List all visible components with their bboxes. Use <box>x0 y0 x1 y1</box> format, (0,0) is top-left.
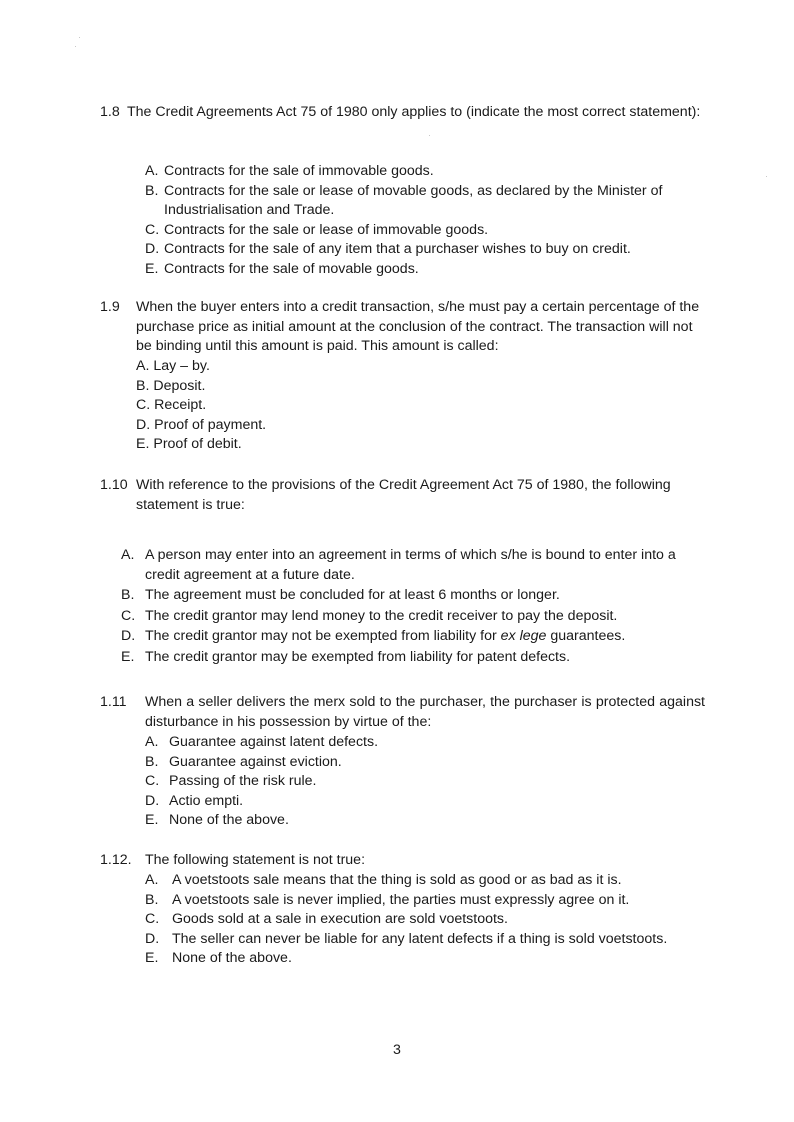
option-e <box>145 811 705 831</box>
option-c <box>145 910 705 930</box>
option-c <box>121 607 709 627</box>
option-text: Deposit. <box>153 377 206 394</box>
question-stem: When the buyer enters into a credit transaction, s/he must pay a certain percentage of the purchase price as initial amount at the conclusion of the contract. The transaction will not be binding until this amount is paid. This amount is called: <box>136 299 700 355</box>
option-text: The credit grantor may lend money to the credit receiver to pay the deposit. <box>145 607 618 624</box>
option-letter: D. <box>145 241 160 258</box>
option-letter: A. <box>145 163 159 179</box>
option-letter: D. <box>136 416 151 433</box>
option-letter: C. <box>145 221 160 238</box>
option-text: The credit grantor may be exempted from liability for patent defects. <box>145 648 571 665</box>
option-letter: A. <box>145 872 159 888</box>
option-letter: D. <box>145 930 160 947</box>
option-text: Contracts for the sale or lease of immovable goods. <box>164 221 489 238</box>
option-text: A voetstoots sale means that the thing is sold as good or as bad as it is. <box>172 872 622 888</box>
option-text: Guarantee against eviction. <box>169 753 342 770</box>
option-e <box>121 648 709 668</box>
option-list <box>145 733 705 831</box>
option-c <box>145 221 705 241</box>
scan-speck <box>766 176 767 177</box>
option-a <box>145 871 705 891</box>
question-number: 1.8 <box>100 104 120 120</box>
option-b <box>145 753 705 773</box>
option-b <box>136 377 696 397</box>
scan-speck <box>79 37 80 38</box>
option-letter: E. <box>145 950 159 967</box>
option-letter: A. <box>145 734 159 750</box>
option-letter: B. <box>136 377 150 394</box>
option-list <box>145 871 705 969</box>
option-letter: E. <box>145 260 159 277</box>
option-d <box>145 792 705 812</box>
option-letter: A. <box>121 547 135 563</box>
option-d <box>145 930 705 950</box>
option-e <box>136 435 696 455</box>
option-letter: D. <box>121 628 136 645</box>
question-stem: The Credit Agreements Act 75 of 1980 only applies to (indicate the most correct statement): <box>127 104 701 120</box>
option-text: None of the above. <box>169 812 289 829</box>
scan-speck <box>75 46 76 47</box>
option-text: Contracts for the sale of immovable goods. <box>164 163 434 179</box>
option-text: Lay – by. <box>153 358 210 374</box>
option-e <box>145 949 705 969</box>
option-text-end: guarantees. <box>546 628 626 645</box>
question-stem: With reference to the provisions of the Credit Agreement Act 75 of 1980, the following statement is true: <box>136 477 671 513</box>
option-a <box>136 357 696 377</box>
option-a <box>121 546 709 585</box>
option-text: None of the above. <box>172 950 292 967</box>
question-number: 1.9 <box>100 299 120 315</box>
scan-speck <box>429 135 430 136</box>
option-letter: C. <box>121 607 136 624</box>
option-list <box>136 357 696 455</box>
option-letter: C. <box>136 397 151 414</box>
option-letter: B. <box>145 182 159 199</box>
option-letter: E. <box>145 812 159 829</box>
option-text: Contracts for the sale of movable goods. <box>164 260 419 277</box>
option-letter: C. <box>145 911 160 928</box>
option-text: The agreement must be concluded for at least 6 months or longer. <box>145 587 560 604</box>
option-letter: A. <box>136 358 150 374</box>
question-number: 1.11 <box>100 694 127 710</box>
option-text <box>121 627 709 647</box>
option-text: Proof of debit. <box>153 436 242 453</box>
option-d <box>121 627 709 647</box>
option-text: Goods sold at a sale in execution are sold voetstoots. <box>172 911 508 928</box>
option-text: A voetstoots sale is never implied, the parties must expressly agree on it. <box>172 891 630 908</box>
option-b <box>145 891 705 911</box>
option-letter: B. <box>121 587 135 604</box>
option-text: Proof of payment. <box>154 416 267 433</box>
option-list <box>121 546 709 668</box>
option-a <box>145 162 705 182</box>
option-letter: D. <box>145 792 160 809</box>
option-b <box>145 182 705 221</box>
option-list <box>145 162 705 280</box>
option-text: Receipt. <box>154 397 207 414</box>
option-text: Actio empti. <box>169 792 244 809</box>
option-text: Contracts for the sale or lease of movable goods, as declared by the Minister of Industrialisation and Trade. <box>164 182 663 219</box>
option-b <box>121 586 709 606</box>
option-e <box>145 260 705 280</box>
option-letter: E. <box>136 436 150 453</box>
question-stem: The following statement is not true: <box>145 852 366 868</box>
option-text: A person may enter into an agreement in terms of which s/he is bound to enter into a credit agreement at a future date. <box>145 547 676 583</box>
option-a <box>145 733 705 753</box>
option-letter: B. <box>145 753 159 770</box>
page-number: 3 <box>393 1042 401 1058</box>
question-number: 1.10 <box>100 477 128 493</box>
question-number: 1.12. <box>100 852 132 868</box>
option-c <box>145 772 705 792</box>
question-stem: When a seller delivers the merx sold to the purchaser, the purchaser is protected against disturbance in his possession by virtue of the: <box>145 694 705 730</box>
option-text: Contracts for the sale of any item that a purchaser wishes to buy on credit. <box>164 241 631 258</box>
option-text-italic: ex lege <box>500 628 547 645</box>
option-letter: C. <box>145 773 160 790</box>
option-text: Passing of the risk rule. <box>169 773 317 790</box>
option-d <box>136 416 696 436</box>
option-text: Guarantee against latent defects. <box>169 734 379 750</box>
option-letter: B. <box>145 891 159 908</box>
option-text-start: The credit grantor may not be exempted from liability for <box>145 628 501 645</box>
option-letter: E. <box>121 648 135 665</box>
option-d <box>145 240 705 260</box>
option-text: The seller can never be liable for any latent defects if a thing is sold voetstoots. <box>172 930 668 947</box>
option-c <box>136 396 696 416</box>
